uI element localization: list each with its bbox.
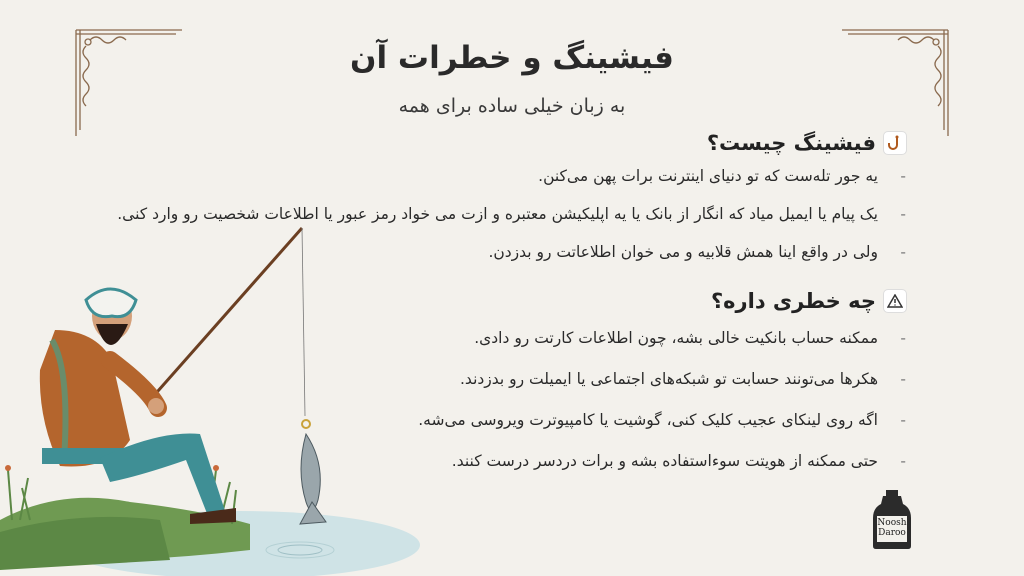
warning-icon: [884, 290, 906, 312]
page-subtitle: به زبان خیلی ساده برای همه: [398, 95, 626, 117]
section-heading: [418, 286, 906, 316]
section-heading-text: چه خطری داره؟: [710, 289, 876, 313]
list-item: -ولی در واقع اینا همش قلابیه و می خوان اطلاعاتت رو بدزدن.: [488, 243, 906, 261]
list-item: -یه جور تله‌ست که تو دنیای اینترنت برات پهن می‌کنن.: [538, 167, 906, 185]
fishing-hook-icon: [884, 132, 906, 154]
list-item: -اگه روی لینکای عجیب کلیک کنی، گوشیت یا کامپیوترت ویروسی می‌شه.: [418, 411, 906, 429]
fisherman-illustration: [0, 220, 420, 576]
section-heading: [117, 128, 906, 158]
list-item: -هکرها می‌تونند حسابت تو شبکه‌های اجتماعی یا ایمیلت رو بدزدند.: [460, 370, 906, 388]
section-heading-text: فیشینگ چیست؟: [706, 131, 876, 155]
list-item: -یک پیام یا ایمیل میاد که انگار از بانک یا یه اپلیکیشن معتبره و ازت می خواد رمز عبور یا اطلاعات شخصیت رو وارد کنی.: [117, 205, 906, 223]
list-item: -حتی ممکنه از هویتت سوءاستفاده بشه و برات دردسر درست کنند.: [451, 452, 906, 470]
section-dangers: [418, 286, 906, 492]
logo-text: Noosh Daroo: [877, 518, 907, 538]
list-item: -ممکنه حساب بانکیت خالی بشه، چون اطلاعات کارتت رو دادی.: [474, 329, 906, 347]
page-title: فیشینگ و خطرات آن: [350, 40, 674, 76]
